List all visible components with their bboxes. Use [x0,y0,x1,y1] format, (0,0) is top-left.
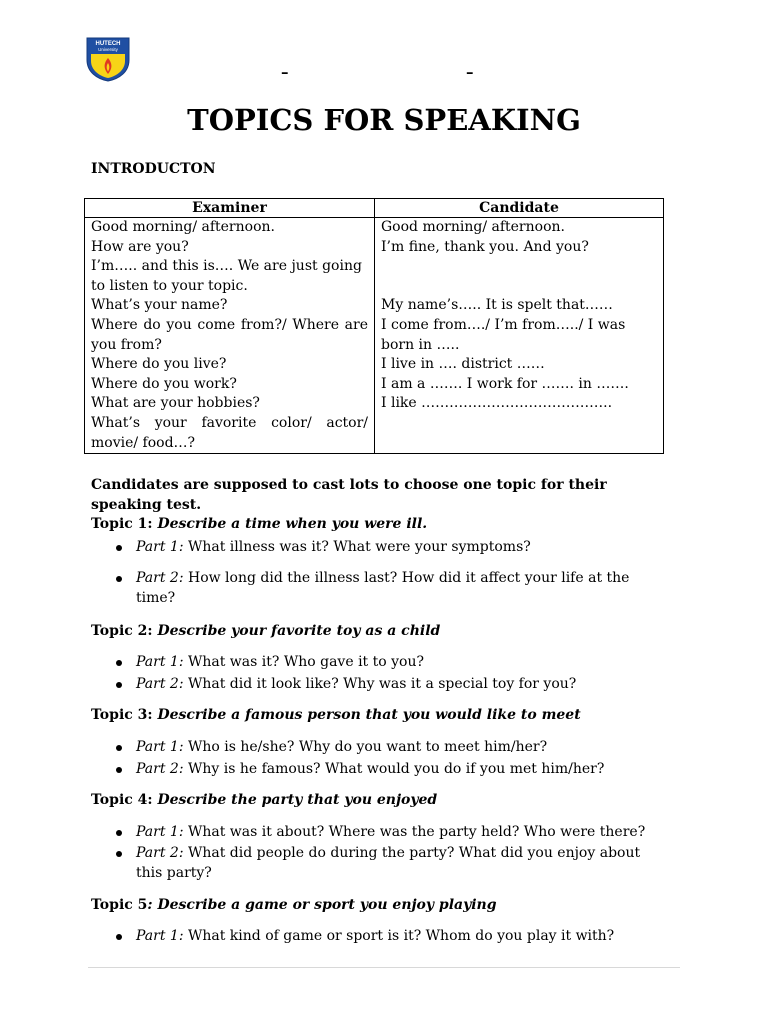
logo-text-top: HUTECH [95,41,121,47]
examiner-line: What’s your name? [91,297,228,314]
topic-label: Topic 3: [91,707,158,724]
list-item [91,823,663,843]
part-label: Part 1: [136,738,184,755]
examiner-column [85,218,375,454]
topics-section [91,476,663,947]
topic-2-parts [91,653,663,694]
list-item [91,675,663,695]
candidate-line: Good morning/ afternoon. [381,219,565,235]
list-item [91,760,663,780]
topic-label: Topic 1: [91,516,158,533]
part-label: Part 2: [136,675,184,692]
part-text: Who is he/she? Why do you want to meet him/her? [183,738,548,755]
topic-3-heading [91,706,663,726]
topic-description: Describe a time when you were ill. [157,516,428,533]
topic-description: Describe your favorite toy as a child [157,622,441,639]
table-header-row [85,199,664,218]
candidate-line: I’m fine, thank you. And you? [381,238,589,255]
header-dash-right: – [466,63,474,81]
topic-4-parts [91,823,663,884]
candidate-column [375,218,664,454]
examiner-line: Where do you live? [91,356,227,373]
topic-description: Describe the party that you enjoyed [157,792,438,809]
part-text: What illness was it? What were your symptoms? [183,538,531,555]
topic-description: Describe a famous person that you would like to meet [157,707,581,724]
topic-4-heading [91,791,663,811]
candidate-line [381,277,657,297]
footer-divider [88,967,680,968]
examiner-line: Where do you come from?/ Where are you from? [91,316,368,353]
examiner-line: How are you? [91,238,189,255]
logo-text-bottom: University [98,47,118,52]
candidate-line: I come from…./ I’m from…../ I was born in ….. [381,316,626,353]
examiner-line: What are your hobbies? [91,395,260,412]
lots-instruction: Candidates are supposed to cast lots to choose one topic for their speaking test. [91,477,607,513]
part-label: Part 1: [136,928,184,945]
hutech-logo-icon [85,36,131,82]
topic-label: Topic 4: [91,792,158,809]
topic-5-heading [91,896,663,916]
topic-1-heading [91,515,663,535]
list-item [91,538,663,558]
candidate-line: I like ………………………………….. [381,395,613,412]
part-text: What did people do during the party? What did you enjoy about this party? [136,845,641,881]
part-text: What did it look like? Why was it a special toy for you? [183,675,577,692]
candidate-line [381,257,657,277]
table-row [85,218,664,454]
examiner-line: Where do you work? [91,375,237,392]
candidate-line: My name’s….. It is spelt that…… [381,297,613,314]
candidate-header: Candidate [375,199,664,218]
intro-heading: INTRODUCTON [91,161,216,177]
part-label: Part 1: [136,654,184,671]
part-text: What was it? Who gave it to you? [183,654,424,671]
list-item [91,653,663,673]
candidate-line: I live in …. district …… [381,356,545,373]
topic-5-parts [91,927,663,947]
examiner-header: Examiner [85,199,375,218]
examiner-line: Good morning/ afternoon. [91,219,275,235]
part-label: Part 1: [136,823,184,840]
header-dash-left: – [281,63,289,81]
topic-3-parts [91,738,663,779]
part-label: Part 2: [136,570,184,587]
part-text: What was it about? Where was the party held? Who were there? [183,823,646,840]
examiner-line: I’m….. and this is…. We are just going to listen to your topic. [91,258,362,294]
part-label: Part 2: [136,845,184,862]
page-title: TOPICS FOR SPEAKING [187,103,581,137]
part-label: Part 1: [136,538,184,555]
topic-2-heading [91,622,663,642]
part-text: How long did the illness last? How did it affect your life at the time? [136,570,630,606]
topic-label: Topic 5 [91,896,148,913]
part-text: What kind of game or sport is it? Whom do you play it with? [183,928,615,945]
topic-description: : Describe a game or sport you enjoy playing [147,896,497,913]
examiner-line: What’s your favorite color/ actor/ movie/ food…? [91,414,368,451]
part-label: Part 2: [136,760,184,777]
topic-1-parts [91,538,663,609]
list-item [91,569,663,608]
list-item [91,844,663,883]
part-text: Why is he famous? What would you do if you met him/her? [183,760,605,777]
list-item [91,927,663,947]
topic-label: Topic 2: [91,622,158,639]
candidate-line: I am a ……. I work for ……. in ……. [381,375,629,392]
list-item [91,738,663,758]
introduction-table [84,198,664,454]
